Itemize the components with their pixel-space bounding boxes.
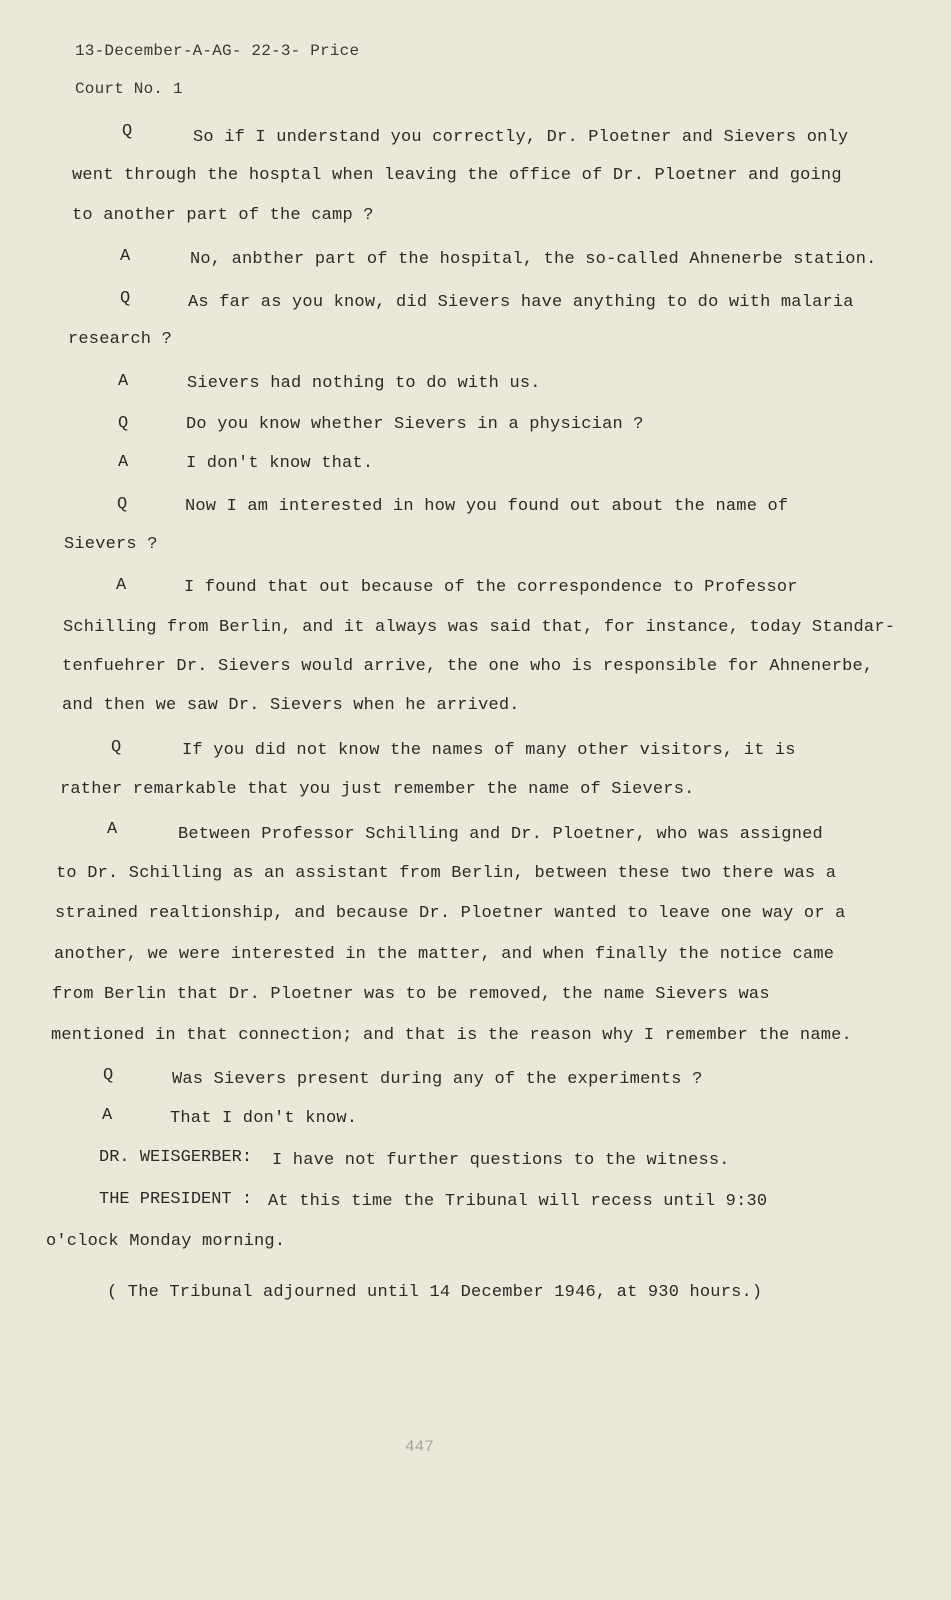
statement-line: At this time the Tribunal will recess until 9:30 [268, 1192, 768, 1211]
speaker-a: A [102, 1106, 113, 1125]
transcript-line: rather remarkable that you just remember the name of Sievers. [60, 780, 695, 799]
transcript-line: So if I understand you correctly, Dr. Ploetner and Sievers only [193, 128, 849, 147]
speaker-a: A [107, 820, 118, 839]
transcript-line: Do you know whether Sievers in a physician ? [186, 415, 644, 434]
transcript-line: As far as you know, did Sievers have anything to do with malaria [188, 293, 854, 312]
transcript-line: Sievers had nothing to do with us. [187, 374, 541, 393]
transcript-line: to another part of the camp ? [72, 206, 374, 225]
transcript-line: strained realtionship, and because Dr. Ploetner wanted to leave one way or a [55, 904, 846, 923]
adjournment-note: ( The Tribunal adjourned until 14 December 1946, at 930 hours.) [107, 1283, 763, 1302]
statement-line: o'clock Monday morning. [46, 1232, 286, 1251]
page-number: 447 [405, 1438, 434, 1456]
transcript-line: mentioned in that connection; and that is the reason why I remember the name. [51, 1026, 852, 1045]
transcript-line: I found that out because of the correspondence to Professor [184, 578, 798, 597]
transcript-line: tenfuehrer Dr. Sievers would arrive, the one who is responsible for Ahnenerbe, [62, 657, 874, 676]
transcript-line: If you did not know the names of many other visitors, it is [182, 741, 796, 760]
transcript-line: and then we saw Dr. Sievers when he arrived. [62, 696, 520, 715]
transcript-line: Sievers ? [64, 535, 158, 554]
speaker-q: Q [120, 289, 131, 308]
statement-line: I have not further questions to the witness. [272, 1151, 730, 1170]
header-line-2: Court No. 1 [75, 80, 183, 98]
transcript-line: research ? [68, 330, 173, 349]
transcript-line: Schilling from Berlin, and it always was said that, for instance, today Standar- [63, 618, 896, 637]
speaker-a: A [120, 247, 131, 266]
speaker-a: A [118, 453, 129, 472]
transcript-line: No, anbther part of the hospital, the so-called Ahnenerbe station. [190, 250, 877, 269]
speaker-president: THE PRESIDENT : [99, 1190, 253, 1209]
transcript-line: another, we were interested in the matter, and when finally the notice came [54, 945, 835, 964]
transcript-line: Now I am interested in how you found out about the name of [185, 497, 789, 516]
transcript-line: Between Professor Schilling and Dr. Ploetner, who was assigned [178, 825, 823, 844]
transcript-line: from Berlin that Dr. Ploetner was to be removed, the name Sievers was [52, 985, 770, 1004]
transcript-line: to Dr. Schilling as an assistant from Berlin, between these two there was a [56, 864, 837, 883]
transcript-line: That I don't know. [170, 1109, 358, 1128]
speaker-q: Q [103, 1066, 114, 1085]
speaker-a: A [118, 372, 129, 391]
speaker-q: Q [122, 122, 133, 141]
speaker-a: A [116, 576, 127, 595]
transcript-line: went through the hosptal when leaving the office of Dr. Ploetner and going [72, 166, 842, 185]
speaker-counsel: DR. WEISGERBER: [99, 1148, 253, 1167]
transcript-line: I don't know that. [186, 454, 374, 473]
speaker-q: Q [118, 414, 129, 433]
speaker-q: Q [111, 738, 122, 757]
speaker-q: Q [117, 495, 128, 514]
header-line-1: 13-December-A-AG- 22-3- Price [75, 42, 360, 60]
transcript-line: Was Sievers present during any of the experiments ? [172, 1070, 703, 1089]
